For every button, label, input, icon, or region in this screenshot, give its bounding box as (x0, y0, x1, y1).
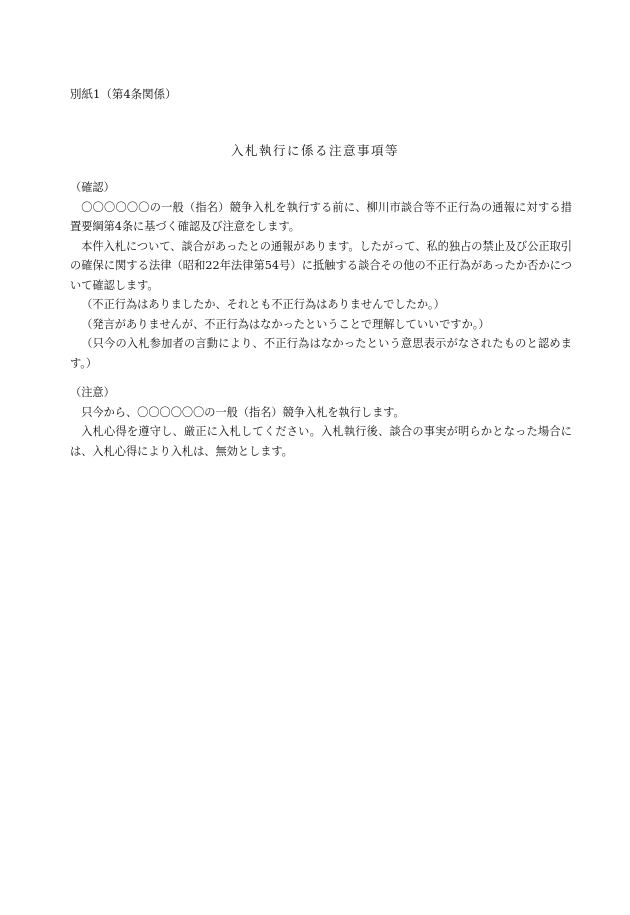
confirmation-heading: （確認） (70, 181, 115, 194)
document-title: 入札執行に係る注意事項等 (230, 143, 399, 158)
notice-heading: （注意） (70, 386, 115, 399)
confirmation-paragraph: （不正行為はありましたか、それとも不正行為はありませんでしたか。） (81, 298, 445, 311)
notice-section (70, 383, 572, 461)
confirmation-paragraph: 〇〇〇〇〇〇の一般（指名）競争入札を執行する前に、柳川市談合等不正行為の通報に対する措置要綱第4条に基づく確認及び注意をします。 (70, 200, 572, 233)
annex-label: 別紙1（第4条関係） (70, 87, 177, 101)
confirmation-paragraph: （只今の入札参加者の言動により、不正行為はなかったという意思表示がなされたものと認めます。） (70, 337, 572, 370)
notice-paragraph: 入札心得を遵守し、厳正に入札してください。入札執行後、談合の事実が明らかとなった場合には、入札心得により入札は、無効とします。 (70, 425, 572, 458)
confirmation-section (70, 178, 572, 373)
confirmation-paragraph: （発言がありませんが、不正行為はなかったということで理解していいですか。） (81, 317, 490, 331)
notice-paragraph: 只今から、〇〇〇〇〇〇の一般（指名）競争入札を執行します。 (81, 405, 405, 419)
confirmation-paragraph: 本件入札について、談合があったとの通報があります。したがって、私的独占の禁止及び公正取引の確保に関する法律（昭和22年法律第54号）に抵触する談合その他の不正行為があったか否かについて確認します。 (70, 239, 572, 292)
